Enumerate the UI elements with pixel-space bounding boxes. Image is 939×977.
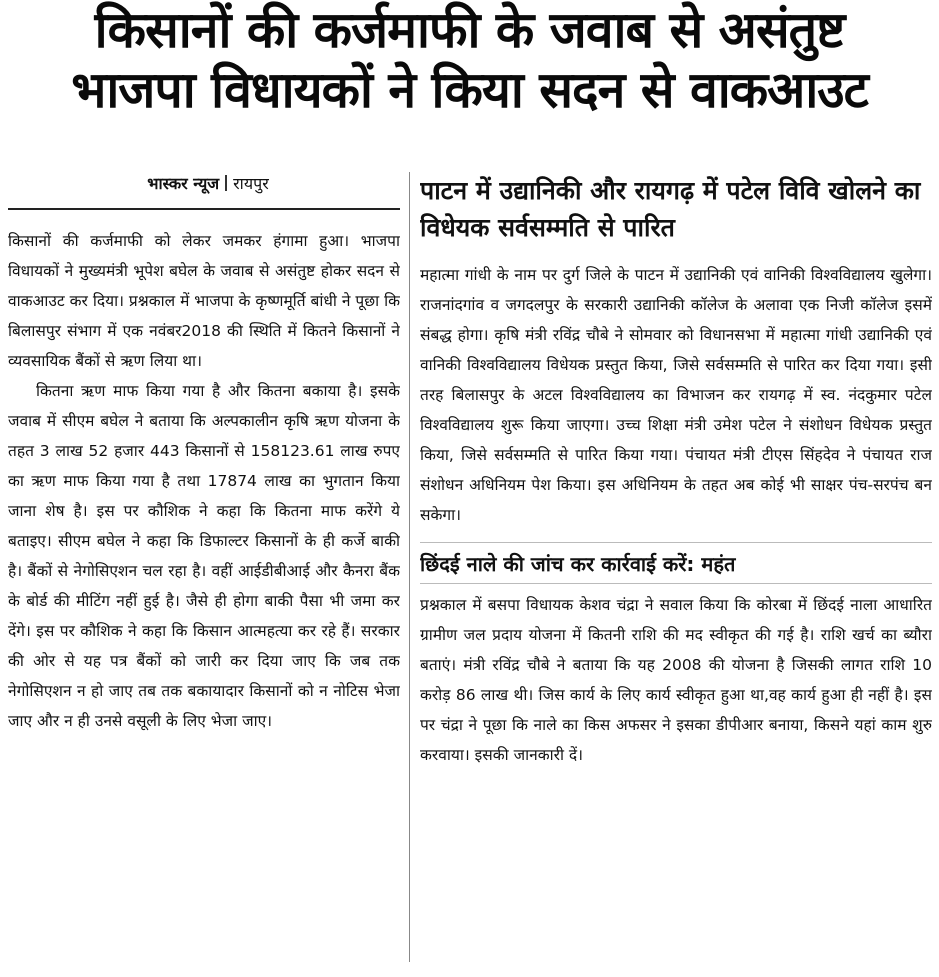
column-divider [409,172,410,962]
left-story-column [8,226,400,966]
story1-body: महात्मा गांधी के नाम पर दुर्ग जिले के पाटन में उद्यानिकी एवं वानिकी विश्वविद्यालय खुलेगा। राजनांदगांव व जगदलपुर के सरकारी उद्यानिकी कॉलेज के अलावा एक निजी कॉलेज इसमें संबद्ध होगा। कृषि मंत्री रविंद्र चौबे ने सोमवार को विधानसभा में महात्मा गांधी उद्यानिकी एवं वानिकी विश्वविद्यालय विधेयक प्रस्तुत किया, जिसे सर्वसम्मति से पारित कर दिया गया। इसी तरह बिलासपुर के अटल विश्वविद्यालय का विभाजन कर रायगढ़ में स्व. नंदकुमार पटेल विश्वविद्यालय शुरू किया जाएगा। उच्च शिक्षा मंत्री उमेश पटेल ने संशोधन विधेयक प्रस्तुत किया, जिसे सर्वसम्मति से पारित किया गया। पंचायत मंत्री टीएस सिंहदेव ने पंचायत राज संशोधन अधिनियम पेश किया। इस अधिनियम के तहत अब कोई भी साक्षर पंच-सरपंच बन सकेगा। [420,266,932,524]
story-separator [420,542,932,543]
main-headline-line-1: किसानों की कर्जमाफी के जवाब से असंतुष्ट [94,1,845,59]
main-headline-line-2: भाजपा विधायकों ने किया सदन से वाकआउट [71,61,868,119]
right-column [420,172,932,967]
story2-body: प्रश्नकाल में बसपा विधायक केशव चंद्रा ने सवाल किया कि कोरबा में छिंदई नाला आधारित ग्रामीण जल प्रदाय योजना में कितनी राशि की मद स्वीकृत की गई है। राशि खर्च का ब्यौरा बताएं। मंत्री रविंद्र चौबे ने बताया कि यह 2008 की योजना है जिसकी लागत राशि 10 करोड़ 86 लाख थी। जिस कार्य के लिए कार्य स्वीकृत हुआ था,वह कार्य हुआ ही नहीं है। इस पर चंद्रा ने पूछा कि नाले का किस अफसर ने इसका डीपीआर बनाया, किसने यहां काम शुरु करवाया। इसकी जानकारी दें। [420,596,932,764]
byline [8,172,408,196]
story2-headline: छिंदई नाले की जांच कर कार्रवाई करें: महंत [420,552,736,576]
byline-rule [8,208,400,210]
main-headline [0,0,939,120]
byline-source: भास्कर न्यूज [147,174,220,193]
story1-headline: पाटन में उद्यानिकी और रायगढ़ में पटेल विवि खोलने का विधेयक सर्वसम्मति से पारित [420,176,921,242]
byline-separator [225,175,227,191]
story2-headline-rule [420,583,932,584]
byline-city: रायपुर [233,174,269,193]
left-story-paragraph-1: किसानों की कर्जमाफी को लेकर जमकर हंगामा हुआ। भाजपा विधायकों ने मुख्यमंत्री भूपेश बघेल के जवाब से असंतुष्ट होकर सदन से वाकआउट कर दिया। प्रश्नकाल में भाजपा के कृष्णमूर्ति बांधी ने पूछा कि बिलासपुर संभाग में एक नवंबर2018 की स्थिति में कितने किसानों ने व्यवसायिक बैंकों से ऋण लिया था। [8,232,400,370]
left-story-paragraph-2: कितना ऋण माफ किया गया है और कितना बकाया है। इसके जवाब में सीएम बघेल ने बताया कि अल्पकालीन कृषि ऋण योजना के तहत 3 लाख 52 हजार 443 किसानों से 158123.61 लाख रुपए का ऋण माफ किया गया है तथा 17874 लाख का भुगतान किया जाना शेष है। इस पर कौशिक ने कहा कि कितना माफ करेंगे ये बताइए। सीएम बघेल ने कहा कि डिफाल्टर किसानों के ही कर्जे बाकी है। बैंकों से नेगोसिएशन चल रहा है। वहीं आईडीबीआई और कैनरा बैंक के बोर्ड की मीटिंग नहीं हुई है। जैसे ही होगा बाकी पैसा भी जमा कर देंगे। इस पर कौशिक ने कहा कि किसान आत्महत्या कर रहे हैं। सरकार की ओर से यह पत्र बैंकों को जारी कर दिया जाए कि जब तक नेगोसिएशन न हो जाए तब तक बकायादार किसानों को न नोटिस भेजा जाए और न ही उनसे वसूली के लिए भेजा जाए। [8,382,400,730]
